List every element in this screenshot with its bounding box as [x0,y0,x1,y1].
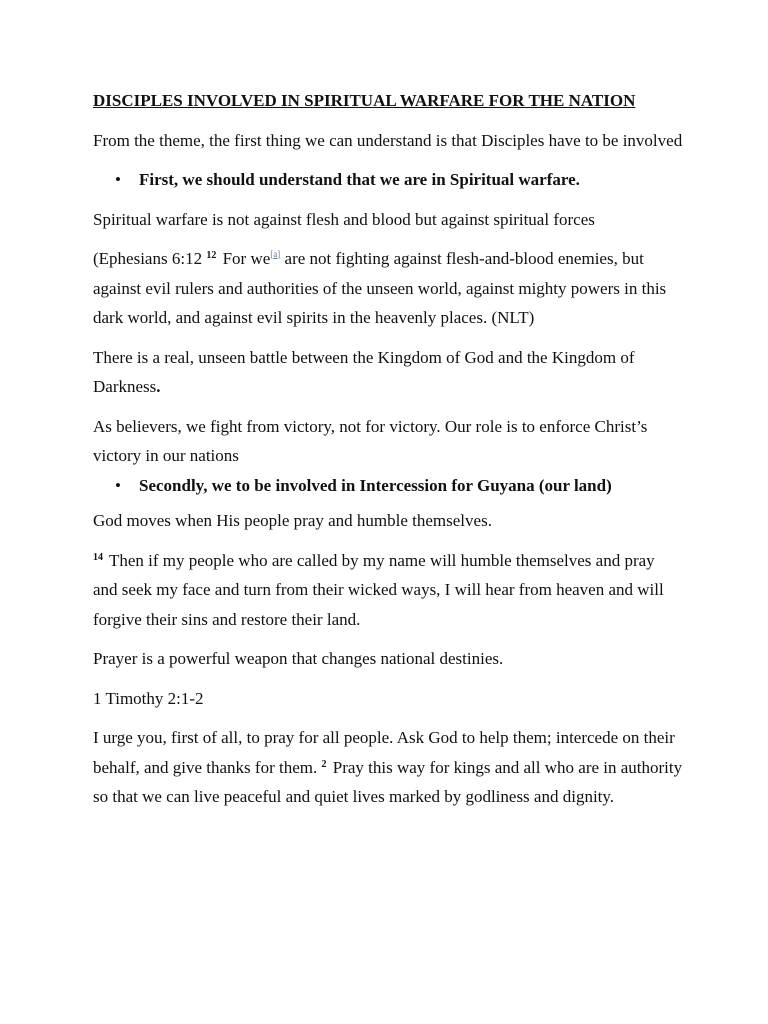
god-moves-paragraph: God moves when His people pray and humble themselves. [93,511,492,530]
document-body [93,86,683,822]
ephesians-text-b: are not fighting against flesh-and-blood enemies, but against evil rulers and authorities of the unseen world, against mighty powers in this dark world, and against evil spirits in the heavenly places. (NLT) [93,249,667,327]
bullet-point-2 [93,471,683,501]
timothy-text-a: I urge you, first of all, to pray for all people. Ask God to help them; intercede on their behalf, and give thanks for them. [93,728,675,777]
chronicles-text: Then if my people who are called by my name will humble themselves and pray and seek my face and turn from their wicked ways, I will hear from heaven and will forgive their sins and restore their land. [93,550,664,629]
believers-paragraph: As believers, we fight from victory, not for victory. Our role is to enforce Christ’s victory in our nations [93,416,648,465]
footnote-marker: [a] [270,249,281,259]
verse-number: 12 [206,250,217,261]
bullet-point-1-text: First, we should understand that we are in Spiritual warfare. [139,170,580,189]
ephesians-reference: (Ephesians 6:12 [93,249,207,268]
verse-number: 14 [93,551,103,563]
bullet-icon: • [115,475,121,495]
prayer-weapon-paragraph: Prayer is a powerful weapon that changes national destinies. [93,649,504,668]
verse-number: 2 [321,758,327,770]
intro-paragraph: From the theme, the first thing we can understand is that Disciples have to be involved [93,130,683,150]
footnote-link[interactable]: a [273,249,278,259]
bullet-point-1 [93,165,683,195]
kingdom-battle-paragraph: There is a real, unseen battle between the Kingdom of God and the Kingdom of Darkness. [93,347,635,396]
spiritual-warfare-paragraph: Spiritual warfare is not against flesh and blood but against spiritual forces [93,209,595,229]
bullet-point-2-text: Secondly, we to be involved in Intercession for Guyana (our land) [139,475,612,495]
document-title: DISCIPLES INVOLVED IN SPIRITUAL WARFARE FOR THE NATION [93,91,636,110]
timothy-quote [93,723,683,812]
ephesians-text-a: For we [218,249,271,268]
timothy-text-b: Pray this way for kings and all who are in authority so that we can live peaceful and quiet lives marked by godliness and dignity. [93,757,683,806]
bullet-icon: • [115,170,121,189]
chronicles-quote [93,546,683,635]
ephesians-quote [93,244,683,333]
timothy-reference: 1 Timothy 2:1-2 [93,688,204,708]
